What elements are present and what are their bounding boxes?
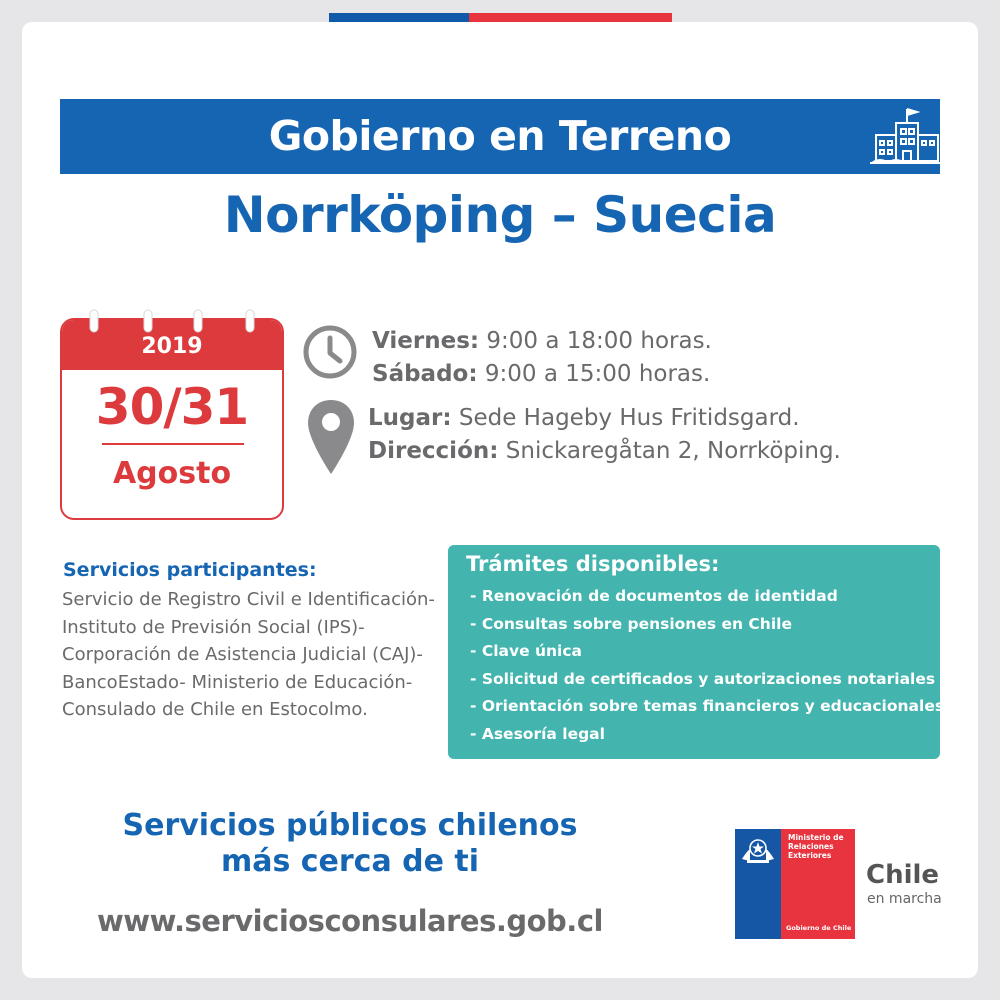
friday-label: Viernes:	[372, 328, 480, 354]
brand-sub: en marcha	[867, 891, 942, 907]
website-url: www.serviciosconsulares.gob.cl	[97, 904, 603, 938]
calendar-year: 2019	[141, 334, 203, 359]
ministry-name: Ministerio de Relaciones Exteriores	[788, 833, 844, 860]
list-item: - Asesoría legal	[470, 724, 605, 743]
calendar-days: 30/31	[95, 378, 249, 436]
saturday-hours: 9:00 a 15:00 horas.	[477, 361, 711, 387]
tramites-box	[448, 545, 945, 759]
calendar	[60, 318, 284, 520]
location-pin-icon	[306, 398, 356, 476]
services-text: Servicio de Registro Civil e Identificación- Instituto de Previsión Social (IPS)- Corporación de Asistencia Judicial (CAJ)- BancoEstado- Ministerio de Educación- Consulado de Chile en Estocolmo.	[62, 589, 435, 720]
saturday-label: Sábado:	[372, 361, 478, 387]
clock-icon	[302, 324, 358, 380]
tagline	[80, 808, 620, 880]
tagline-line-2: más cerca de ti	[220, 844, 480, 879]
brand-chile: Chile	[866, 860, 940, 890]
address-value: Snickaregåtan 2, Norrköping.	[498, 438, 841, 464]
coat-of-arms-icon	[739, 835, 777, 865]
tramites-list	[470, 583, 944, 748]
title-banner	[60, 99, 940, 174]
place-value: Sede Hageby Hus Fritidsgard.	[451, 405, 800, 431]
calendar-rings-icon	[60, 308, 284, 338]
friday-hours-line	[372, 328, 712, 354]
tagline-line-1: Servicios públicos chilenos	[122, 808, 578, 843]
calendar-month: Agosto	[112, 456, 232, 491]
saturday-hours-line	[372, 361, 710, 387]
list-item: - Solicitud de certificados y autorizaciones notariales	[470, 669, 936, 688]
gobierno-label: Gobierno de Chile	[786, 924, 852, 932]
ministry-logo	[735, 829, 855, 939]
address-line	[368, 438, 841, 464]
services-title: Servicios participantes:	[63, 559, 317, 581]
list-item: - Consultas sobre pensiones en Chile	[470, 614, 792, 633]
list-item: - Renovación de documentos de identidad	[470, 587, 838, 605]
list-item: - Orientación sobre temas financieros y educacionales	[470, 697, 945, 715]
city-title: Norrköping – Suecia	[223, 186, 777, 244]
address-label: Dirección:	[368, 438, 499, 464]
friday-hours: 9:00 a 18:00 horas.	[479, 328, 712, 354]
place-line	[368, 405, 800, 431]
building-icon	[870, 105, 944, 167]
tramites-title: Trámites disponibles:	[466, 552, 720, 576]
list-item: - Clave única	[470, 642, 583, 660]
banner-title: Gobierno en Terreno	[268, 112, 732, 160]
calendar-divider	[102, 443, 244, 445]
place-label: Lugar:	[368, 405, 452, 431]
